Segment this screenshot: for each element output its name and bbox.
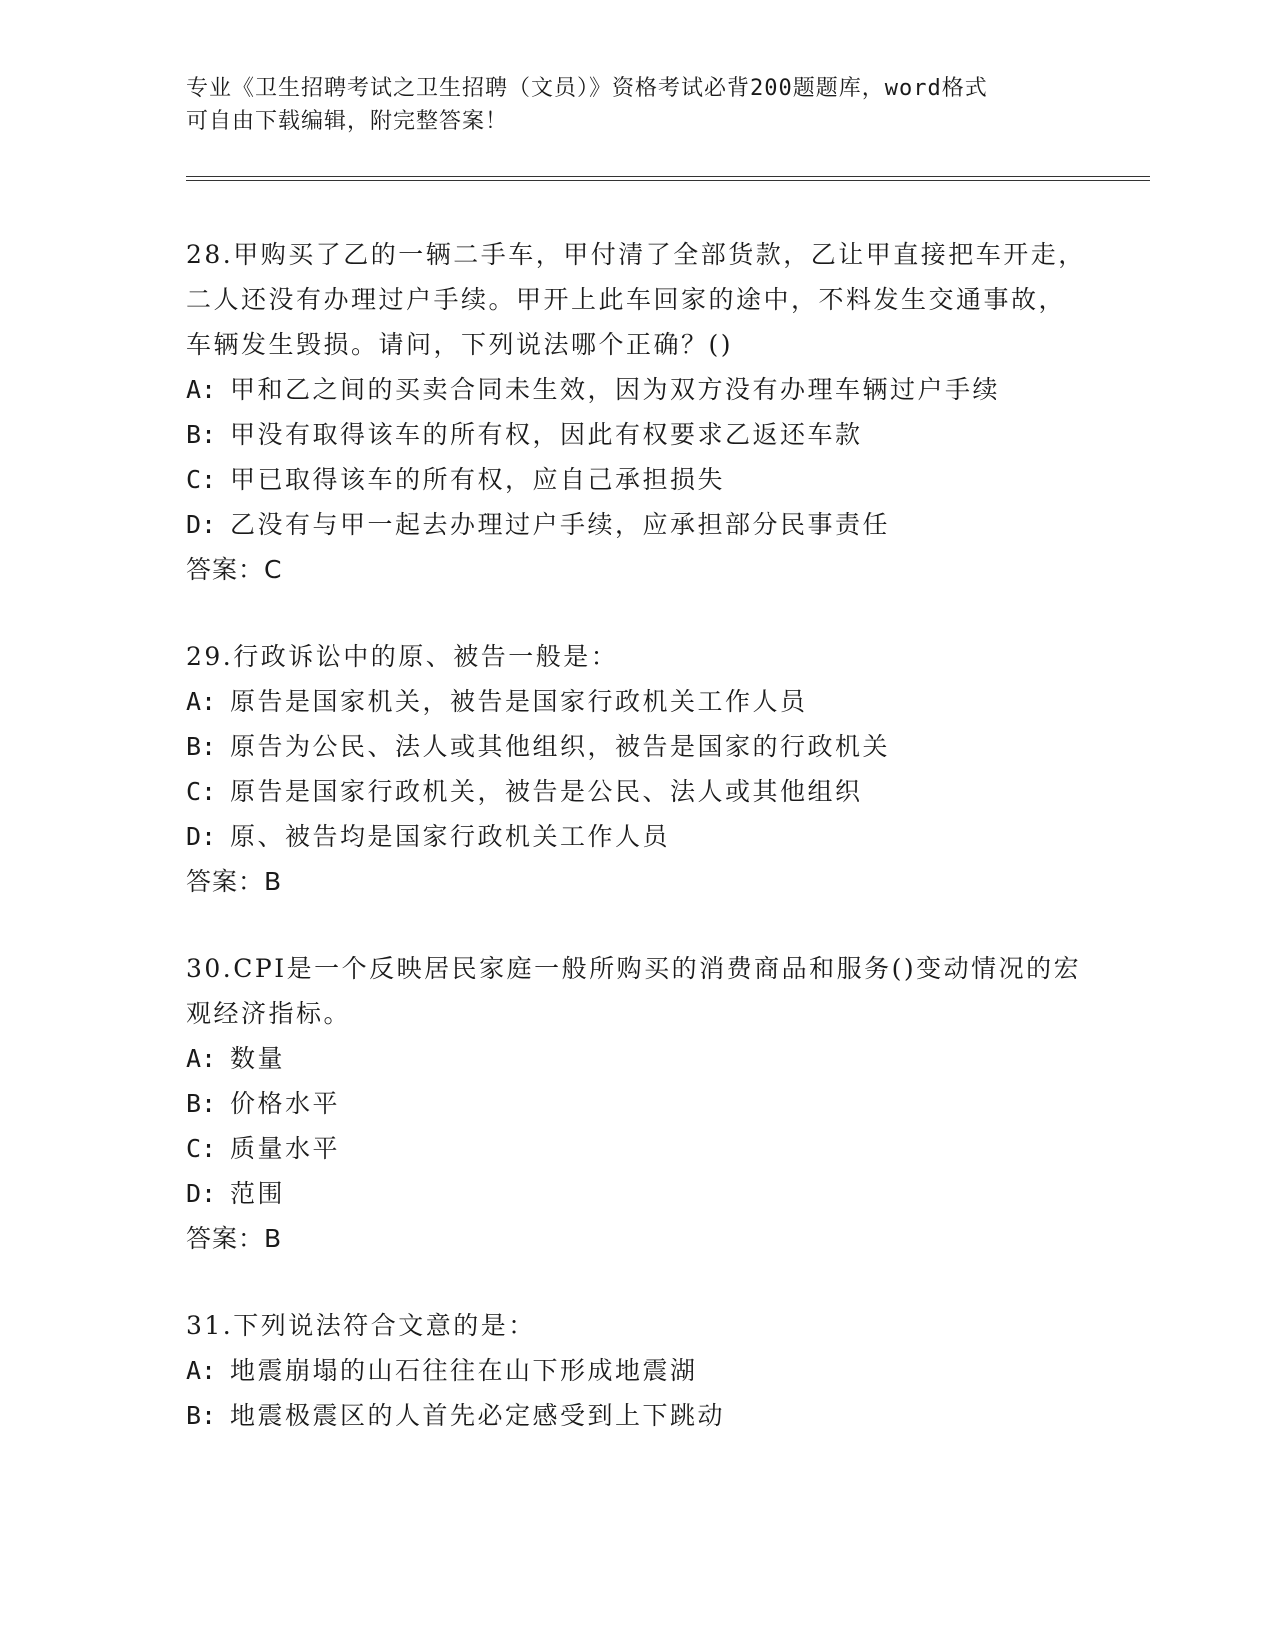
option-b: [186, 1081, 1086, 1126]
answer-line: 答案：C: [186, 555, 283, 584]
option-key: B:: [186, 1401, 217, 1430]
option-b: [186, 724, 1086, 769]
option-a: [186, 1036, 1086, 1081]
answer-line: 答案：B: [186, 867, 283, 896]
option-text: 甲已取得该车的所有权，应自己承担损失: [230, 465, 726, 494]
option-c: [186, 1126, 1086, 1171]
option-text: 地震崩塌的山石往往在山下形成地震湖: [230, 1356, 698, 1385]
option-text: 甲和乙之间的买卖合同未生效，因为双方没有办理车辆过户手续: [230, 375, 1001, 404]
question-31: [186, 1303, 1086, 1438]
option-key: C:: [186, 465, 217, 494]
option-text: 价格水平: [230, 1089, 341, 1118]
option-text: 原告是国家行政机关，被告是公民、法人或其他组织: [230, 777, 863, 806]
option-key: C:: [186, 777, 217, 806]
option-key: A:: [186, 1044, 217, 1073]
option-c: [186, 457, 1086, 502]
option-key: A:: [186, 1356, 217, 1385]
header-line-1: 专业《卫生招聘考试之卫生招聘（文员）》资格考试必背200题题库，word格式: [186, 76, 988, 101]
option-text: 数量: [230, 1044, 286, 1073]
question-list: [186, 232, 1086, 1480]
option-a: [186, 679, 1086, 724]
option-key: C:: [186, 1134, 217, 1163]
option-key: A:: [186, 375, 217, 404]
question-29: [186, 634, 1086, 904]
question-stem: 28.甲购买了乙的一辆二手车，甲付清了全部货款，乙让甲直接把车开走，二人还没有办理过户手续。甲开上此车回家的途中，不料发生交通事故，车辆发生毁损。请问，下列说法哪个正确？(): [186, 240, 1086, 359]
option-b: [186, 1393, 1086, 1438]
option-text: 乙没有与甲一起去办理过户手续，应承担部分民事责任: [230, 510, 891, 539]
document-header: [186, 72, 1066, 138]
option-c: [186, 769, 1086, 814]
question-stem: 29.行政诉讼中的原、被告一般是：: [186, 642, 619, 671]
question-stem: 30.CPI是一个反映居民家庭一般所购买的消费商品和服务()变动情况的宏观经济指标。: [186, 954, 1082, 1028]
option-key: B:: [186, 732, 217, 761]
option-a: [186, 367, 1086, 412]
option-text: 甲没有取得该车的所有权，因此有权要求乙返还车款: [230, 420, 863, 449]
option-b: [186, 412, 1086, 457]
question-28: [186, 232, 1086, 592]
option-key: B:: [186, 420, 217, 449]
option-text: 质量水平: [230, 1134, 341, 1163]
option-text: 原、被告均是国家行政机关工作人员: [230, 822, 671, 851]
option-text: 地震极震区的人首先必定感受到上下跳动: [230, 1401, 726, 1430]
question-30: [186, 946, 1086, 1261]
option-key: B:: [186, 1089, 217, 1118]
question-stem: 31.下列说法符合文意的是：: [186, 1311, 536, 1340]
option-d: [186, 814, 1086, 859]
option-text: 原告是国家机关，被告是国家行政机关工作人员: [230, 687, 808, 716]
header-divider: [186, 176, 1150, 181]
option-a: [186, 1348, 1086, 1393]
answer-line: 答案：B: [186, 1224, 283, 1253]
option-key: A:: [186, 687, 217, 716]
option-d: [186, 502, 1086, 547]
header-line-2: 可自由下载编辑，附完整答案！: [186, 109, 509, 134]
option-d: [186, 1171, 1086, 1216]
option-key: D:: [186, 510, 217, 539]
option-key: D:: [186, 822, 217, 851]
option-text: 范围: [230, 1179, 286, 1208]
option-key: D:: [186, 1179, 217, 1208]
option-text: 原告为公民、法人或其他组织，被告是国家的行政机关: [230, 732, 891, 761]
